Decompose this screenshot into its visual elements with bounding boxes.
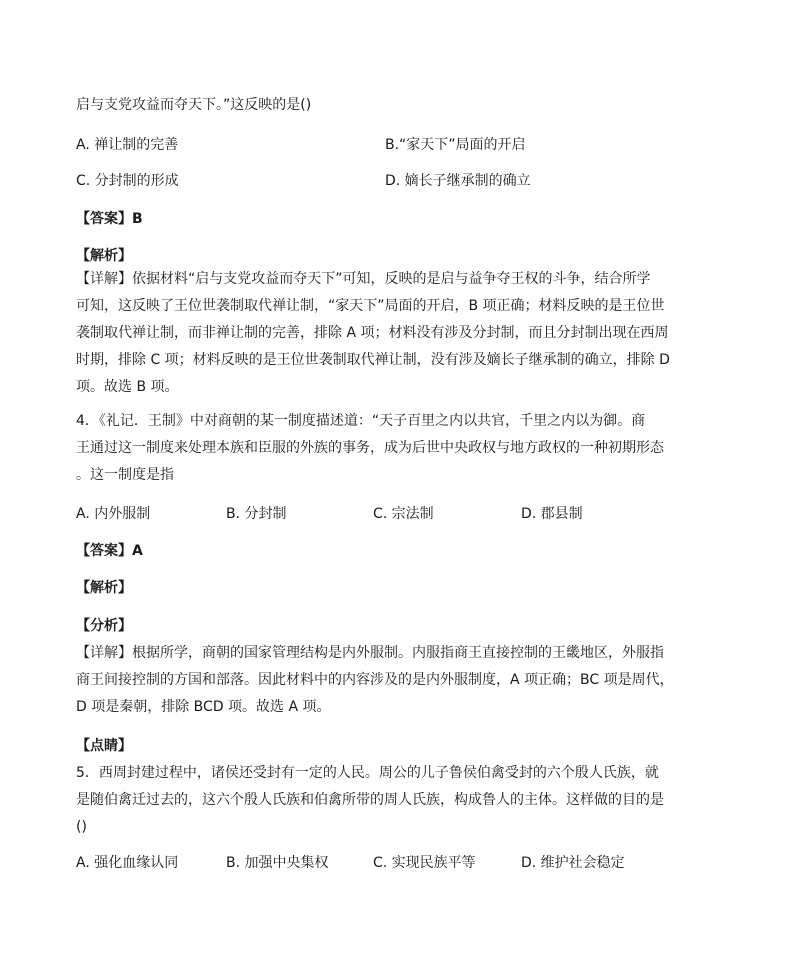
q5-stem-line: 5．西周封建过程中，诸侯还受封有一定的人民。周公的儿子鲁侯伯禽受封的六个殷人氏族，就 — [76, 765, 659, 781]
q3-option-c[interactable]: C. 分封制的形成 — [76, 173, 179, 189]
q3-answer: 【答案】B — [76, 211, 143, 227]
q4-option-b[interactable]: B. 分封制 — [226, 506, 287, 522]
q4-stem-line: 。这一制度是指 — [76, 467, 174, 483]
q3-detail-line: 袭制取代禅让制，而非禅让制的完善，排除 A 项；材料没有涉及分封制，而且分封制出现在西周 — [76, 325, 669, 341]
q4-detail-line: 商王间接控制的方国和部落。因此材料中的内容涉及的是内外服制度，A 项正确；BC 项是周代， — [76, 672, 674, 688]
q5-option-a[interactable]: A. 强化血缘认同 — [76, 855, 179, 871]
q4-stem-line: 4．《礼记．王制》中对商朝的某一制度描述道：“天子百里之内以共官，千里之内以为御。商 — [76, 413, 646, 429]
q4-answer: 【答案】A — [76, 543, 143, 559]
q4-option-c[interactable]: C. 宗法制 — [373, 506, 434, 522]
q3-option-d[interactable]: D. 嫡长子继承制的确立 — [385, 173, 531, 189]
q4-tip: 【点睛】 — [76, 738, 132, 754]
q3-detail-line: 时期，排除 C 项；材料反映的是王位世袭制取代禅让制，没有涉及嫡长子继承制的确立，排除 D — [76, 352, 670, 368]
q4-stem-line: 王通过这一制度来处理本族和臣服的外族的事务，成为后世中央政权与地方政权的一种初期形态 — [76, 440, 664, 456]
q3-detail — [76, 266, 696, 401]
q3-option-b[interactable]: B.“家天下”局面的开启 — [385, 137, 526, 153]
q5-stem-line: 是随伯禽迁过去的，这六个殷人氏族和伯禽所带的周人氏族，构成鲁人的主体。这样做的目的是 — [76, 792, 664, 808]
q3-option-a[interactable]: A. 禅让制的完善 — [76, 137, 179, 153]
q4-option-a[interactable]: A. 内外服制 — [76, 506, 151, 522]
q4-analysis-label: 【解析】 — [76, 580, 132, 596]
q4-detail-line: 【详解】根据所学，商朝的国家管理结构是内外服制。内服指商王直接控制的王畿地区，外服指 — [76, 645, 664, 661]
q5-stem — [76, 760, 696, 841]
q3-analysis-label: 【解析】 — [76, 248, 132, 264]
q5-option-d[interactable]: D. 维护社会稳定 — [521, 855, 625, 871]
q4-detail-line: D 项是秦朝，排除 BCD 项。故选 A 项。 — [76, 699, 331, 715]
q4-option-d[interactable]: D. 郡县制 — [521, 506, 583, 522]
q3-detail-line: 可知，这反映了王位世袭制取代禅让制，“家天下”局面的开启，B 项正确；材料反映的是王位世 — [76, 298, 665, 314]
q5-option-b[interactable]: B. 加强中央集权 — [226, 855, 329, 871]
q4-detail — [76, 640, 696, 721]
q5-option-c[interactable]: C. 实现民族平等 — [373, 855, 476, 871]
q3-stem-tail: 启与支党攻益而夺天下。”这反映的是() — [76, 97, 312, 113]
q5-stem-line: () — [76, 819, 87, 835]
q4-stem — [76, 408, 696, 489]
q3-detail-line: 项。故选 B 项。 — [76, 379, 179, 395]
q3-detail-line: 【详解】依据材料“启与支党攻益而夺天下”可知，反映的是启与益争夺王权的斗争，结合所学 — [76, 271, 651, 287]
q4-analysis-sub: 【分析】 — [76, 618, 132, 634]
